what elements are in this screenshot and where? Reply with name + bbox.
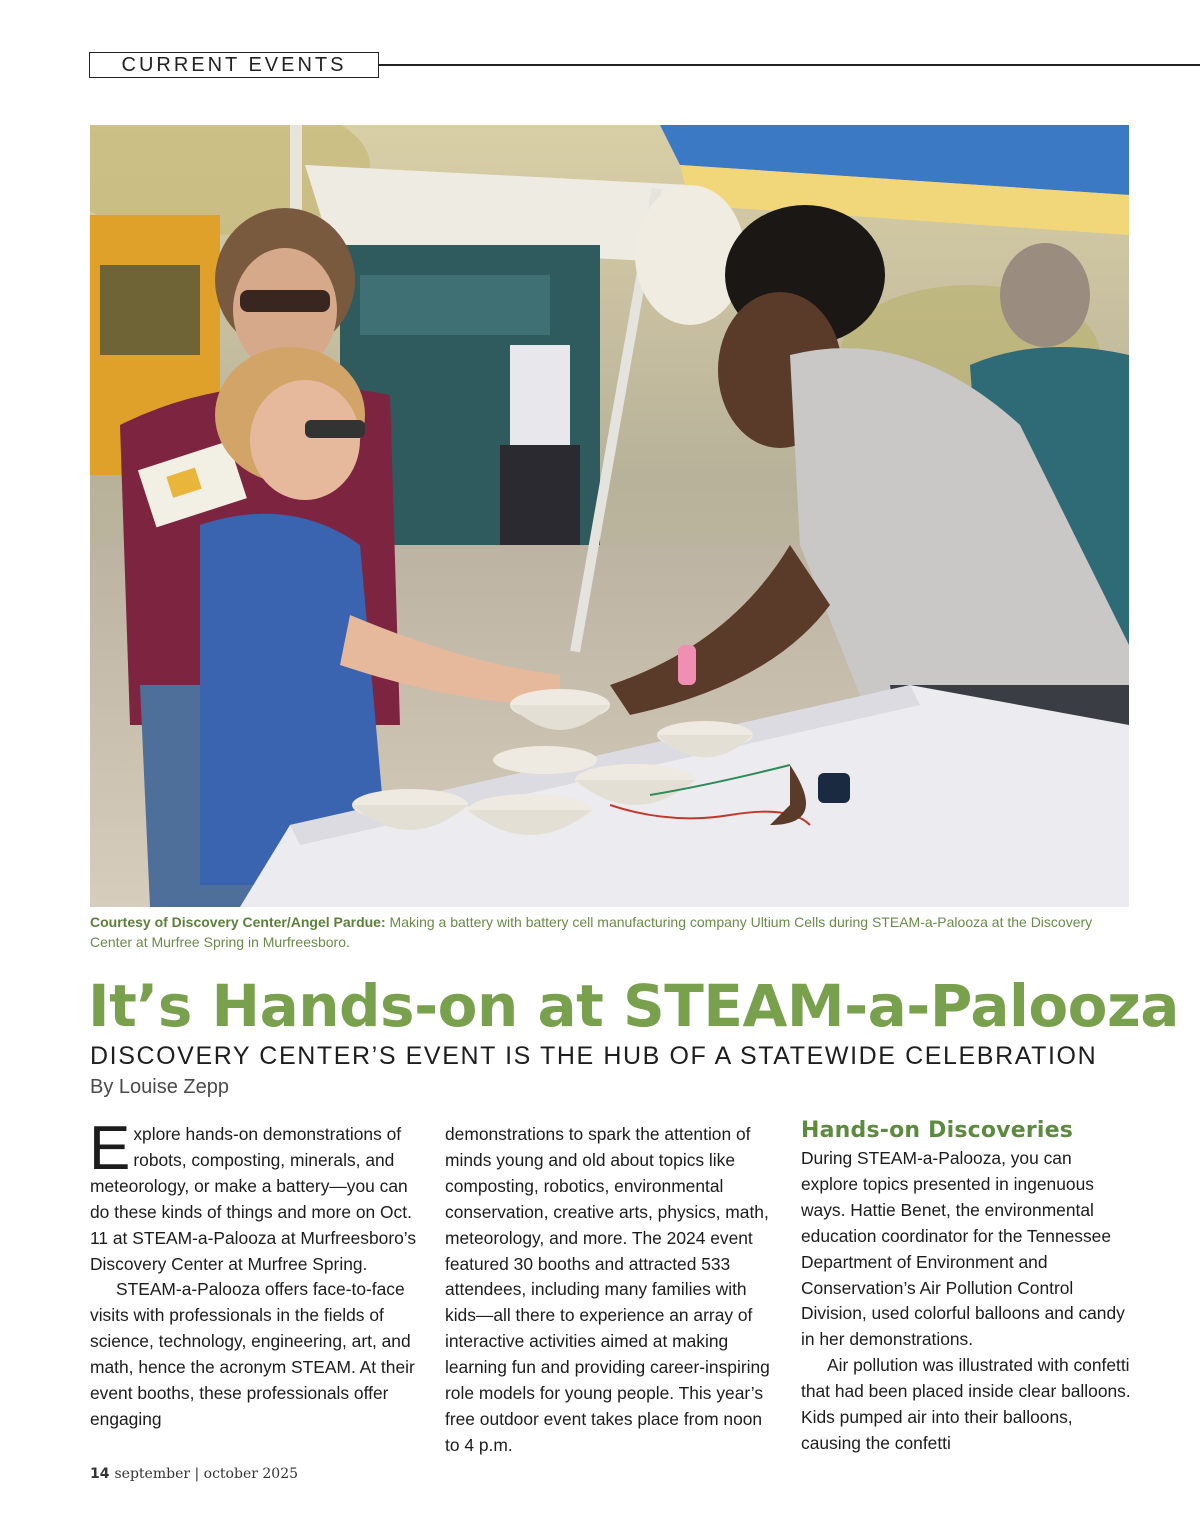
event-photo-illustration	[90, 125, 1129, 907]
column-2-paragraph-1: demonstrations to spark the attention of minds young and old about topics like composting, robotics, environmental conservation, creative arts, physics, math, meteorology, and more. The 2024 event featured 30 booths and attracted 533 attendees, including many families with kids—all there to experience an array of interactive activities aimed at making learning fun and providing career-inspiring role models for young people. This year’s free outdoor event takes place from noon to 4 p.m.	[445, 1124, 770, 1455]
page-footer	[90, 1466, 298, 1482]
article-column-1	[89, 1114, 420, 1433]
article-column-3	[801, 1118, 1131, 1457]
column-3-paragraph-1: During STEAM-a-Palooza, you can explore topics presented in ingenuous ways. Hattie Benet, the environmental education coordinator for the Tennessee Department of Environment and Conservation’s Air Pollution Control Division, used colorful balloons and candy in her demonstrations.	[801, 1148, 1125, 1350]
section-label: CURRENT EVENTS	[89, 52, 379, 78]
article-subhead: DISCOVERY CENTER’S EVENT IS THE HUB OF A STATEWIDE CELEBRATION	[90, 1042, 1098, 1070]
issue-date: september | october 2025	[114, 1466, 299, 1482]
photo-credit: Courtesy of Discovery Center/Angel Pardue:	[90, 914, 386, 930]
section-subhead-hands-on-discoveries: Hands-on Discoveries	[801, 1118, 1074, 1143]
caption-text: Making a battery with battery cell manufacturing company Ultium Cells during STEAM-a-Palooza at the Discovery Center at Murfree Spring in Murfreesboro.	[90, 914, 1093, 950]
photo-caption	[90, 912, 1130, 952]
page-number: 14	[90, 1466, 110, 1482]
column-3-paragraph-2: Air pollution was illustrated with confetti that had been placed inside clear balloons. Kids pumped air into their balloons, causing the confetti	[801, 1355, 1131, 1453]
article-headline: It’s Hands-on at STEAM-a-Palooza	[88, 972, 1179, 1040]
column-1-paragraph-2: STEAM-a-Palooza offers face-to-face visits with professionals in the fields of science, technology, engineering, art, and math, hence the acronym STEAM. At their event booths, these professionals offer engaging	[90, 1279, 415, 1429]
drop-cap: E	[89, 1114, 131, 1183]
column-1-paragraph-1	[89, 1114, 420, 1277]
event-photo	[90, 125, 1129, 907]
column-1-paragraph-1-text: xplore hands-on demonstrations of robots, composting, minerals, and meteorology, or make a battery—you can do these kinds of things and more on Oct. 11 at STEAM-a-Palooza at Murfreesboro’s Discovery Center at Murfree Spring.	[90, 1124, 417, 1274]
section-rule	[379, 64, 1200, 66]
section-header	[89, 52, 1200, 80]
article-byline: By Louise Zepp	[90, 1076, 229, 1098]
article-column-2	[445, 1122, 775, 1459]
